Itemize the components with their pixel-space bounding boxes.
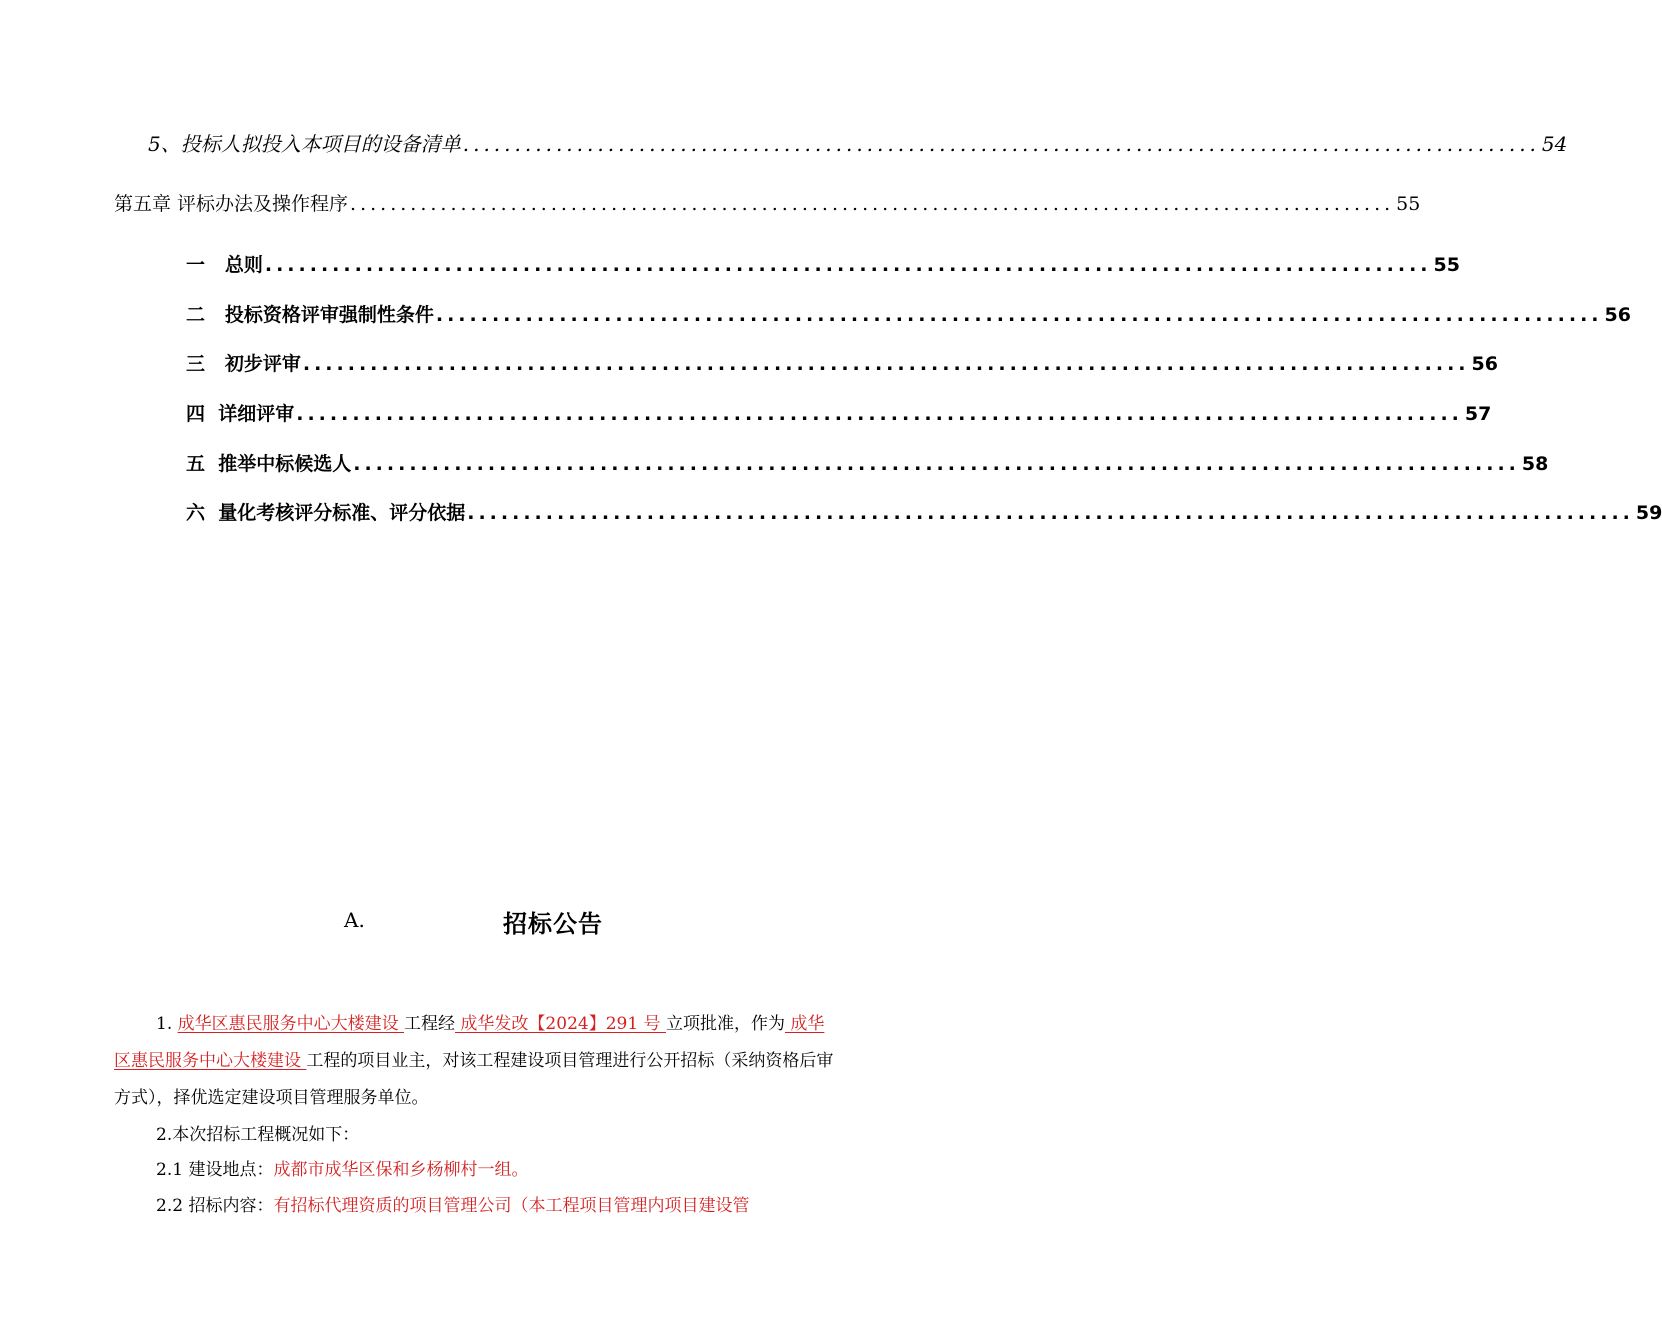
toc-entry-chapter-5[interactable] — [114, 189, 1421, 216]
paragraph-1 — [114, 1006, 840, 1117]
toc-entry-label: 一 总则 — [186, 254, 263, 276]
paragraph-prefix: 1. — [156, 1014, 178, 1034]
toc-page-number: 57 — [1464, 403, 1492, 425]
toc-entry-label: 5、投标人拟投入本项目的设备清单 — [148, 132, 461, 156]
toc-leader-dots: ........................................................................................................ — [435, 304, 1603, 326]
toc-leader-dots: ........................................................................................................ — [462, 132, 1540, 156]
paragraph-text: 2.本次招标工程概况如下： — [156, 1125, 360, 1145]
tender-content-label: 2.2 招标内容： — [156, 1196, 274, 1216]
construction-site-value: 成都市成华区保和乡杨柳村一组。 — [273, 1160, 529, 1180]
paragraph-4 — [114, 1188, 840, 1225]
paragraph-text: 立项批准， — [665, 1014, 751, 1034]
project-name-2: 成华区惠民服务中心大楼建设 — [114, 1014, 825, 1071]
section-number: A. — [344, 908, 365, 932]
paragraph-text: 作为 — [750, 1014, 785, 1034]
toc-entry-label: 第五章 评标办法及操作程序 — [114, 193, 349, 215]
toc-entry-general[interactable] — [186, 250, 1460, 277]
toc-leader-dots: ........................................................................................................ — [467, 502, 1634, 524]
toc-leader-dots: ........................................................................................................ — [264, 254, 1432, 276]
project-name: 成华区惠民服务中心大楼建设 — [177, 1014, 405, 1034]
paragraph-3 — [114, 1152, 840, 1189]
toc-leader-dots: ........................................................................................................ — [350, 193, 1395, 215]
toc-entry-label: 五 推举中标候选人 — [186, 453, 352, 475]
section-title: 招标公告 — [503, 910, 603, 938]
toc-entry-candidates[interactable] — [186, 449, 1549, 476]
paragraph-text: 工程经 — [404, 1014, 456, 1034]
toc-entry-equipment-list[interactable] — [148, 128, 1568, 157]
toc-leader-dots: ........................................................................................................ — [302, 353, 1470, 375]
toc-page-number: 55 — [1396, 193, 1421, 215]
paragraph-text: 工程的项目业主，对该工程建设项目管理进行公开招标（采纳资格后审方式），择优选定建设项目管理服务单位。 — [114, 1051, 834, 1108]
toc-entry-label: 六 量化考核评分标准、评分依据 — [186, 502, 466, 524]
toc-page-number: 58 — [1521, 453, 1549, 475]
toc-entry-detailed-review[interactable] — [186, 399, 1492, 426]
toc-entry-label: 四 详细评审 — [186, 403, 295, 425]
approval-number: 成华发改【2024】291 号 — [455, 1014, 666, 1034]
paragraph-2 — [114, 1117, 840, 1154]
toc-page-number: 59 — [1635, 502, 1662, 524]
toc-entry-preliminary-review[interactable] — [186, 349, 1498, 376]
toc-page-number: 56 — [1471, 353, 1498, 375]
toc-leader-dots: ........................................................................................................ — [296, 403, 1463, 425]
toc-entry-qualification[interactable] — [186, 300, 1631, 327]
toc-page-number: 56 — [1604, 304, 1631, 326]
tender-content-value: 有招标代理资质的项目管理公司（本工程项目管理内项目建设管 — [273, 1196, 750, 1216]
toc-page-number: 55 — [1433, 254, 1460, 276]
toc-entry-scoring-standard[interactable] — [186, 498, 1662, 525]
toc-entry-label: 二 投标资格评审强制性条件 — [186, 304, 434, 326]
construction-site-label: 2.1 建设地点： — [156, 1160, 274, 1180]
section-heading — [0, 902, 950, 942]
toc-leader-dots: ........................................................................................................ — [353, 453, 1520, 475]
toc-entry-label: 三 初步评审 — [186, 353, 301, 375]
toc-page-number: 54 — [1541, 132, 1568, 156]
